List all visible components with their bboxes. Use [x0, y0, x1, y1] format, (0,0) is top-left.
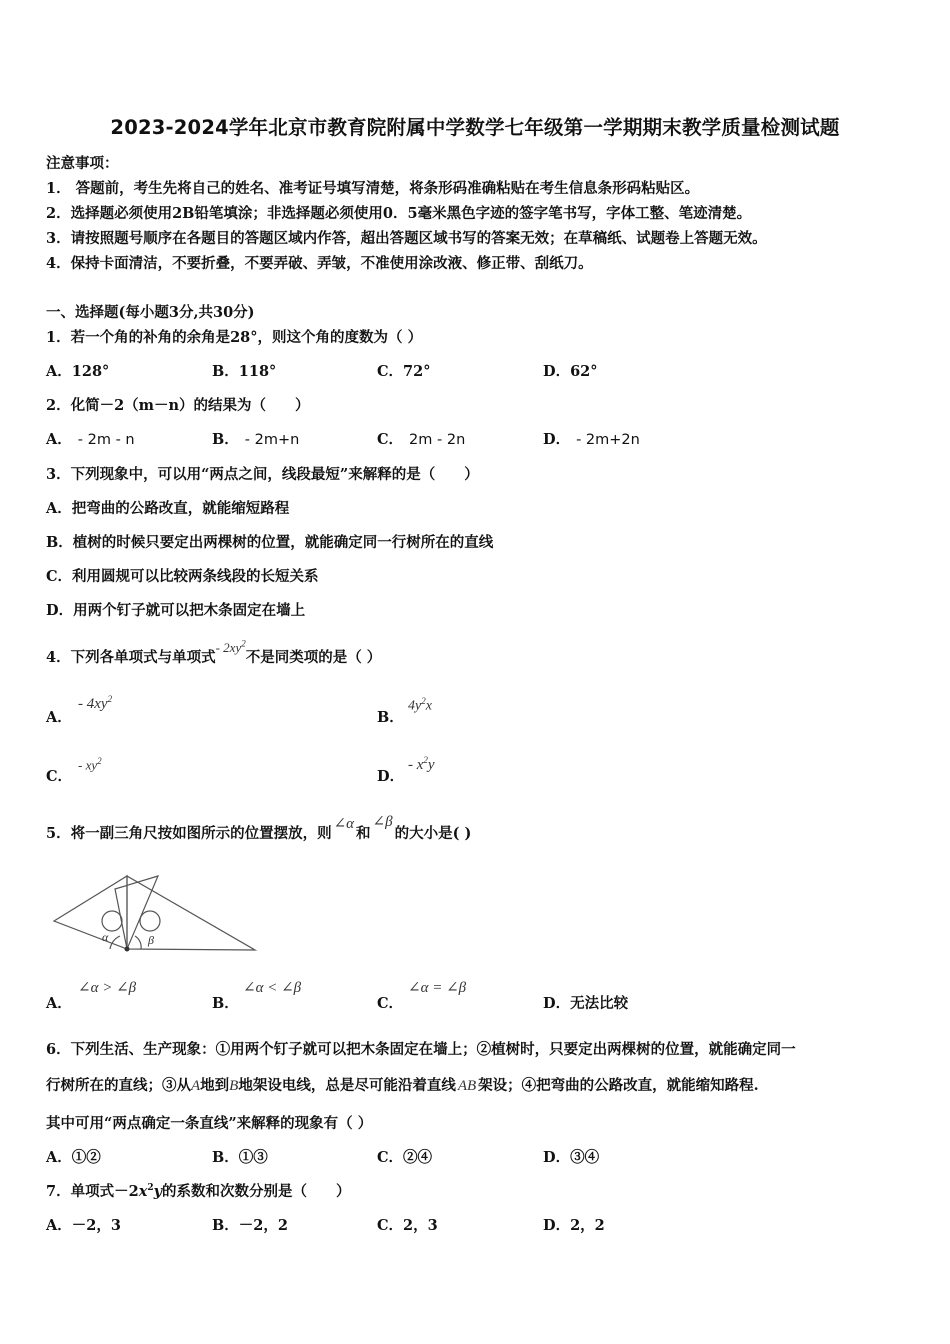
q7-option-a: A．－2，3: [46, 1217, 121, 1234]
q2-option-d: D． - 2m+2n: [543, 431, 640, 448]
question-7-stem: 7．单项式$-2x^2y$的系数和次数分别是（ ）: [46, 1183, 351, 1200]
q5-option-c: C．: [377, 995, 404, 1012]
question-2-stem: 2．化简－2（m－n）的结果为（ ）: [46, 397, 310, 414]
notice-item: 2．选择题必须使用2B铅笔填涂；非选择题必须使用0．5毫米黑色字迹的签字笔书写，字体工整、笔迹清楚。: [46, 205, 752, 222]
angle-arc-beta: [135, 936, 141, 949]
q4-option-b-expr: $4y^2x$: [408, 696, 432, 714]
q1-option-b: B．118°: [212, 363, 277, 380]
q4-option-a-expr: - $4xy^2$: [78, 694, 113, 712]
q3-option-a: A．把弯曲的公路改直，就能缩短路程: [46, 500, 290, 517]
q7-option-b: B．－2，2: [212, 1217, 288, 1234]
q4-option-c-expr: - $xy^2$: [78, 756, 102, 773]
question-3-stem: 3．下列现象中，可以用“两点之间，线段最短”来解释的是（ ）: [46, 466, 479, 483]
triangle-ruler-right: [127, 876, 255, 950]
q6-option-b: B．①③: [212, 1149, 268, 1166]
q4-option-b: B．: [377, 709, 404, 726]
q5-option-b-expr: ∠α < ∠β: [243, 980, 302, 996]
q6-option-d: D．③④: [543, 1149, 600, 1166]
page-title: 2023-2024学年北京市教育院附属中学数学七年级第一学期期末教学质量检测试题: [110, 116, 840, 139]
q5-option-a: A．: [46, 995, 72, 1012]
q2-option-c: C． 2m - 2n: [377, 431, 466, 448]
q5-option-b: B．: [212, 995, 239, 1012]
triangle-rulers-figure: [40, 866, 270, 966]
alpha-label: α: [102, 930, 109, 944]
q3-option-d: D．用两个钉子就可以把木条固定在墙上: [46, 602, 306, 619]
q6-option-c: C．②④: [377, 1149, 433, 1166]
q3-option-c: C．利用圆规可以比较两条线段的长短关系: [46, 568, 319, 585]
angle-circle-right: [140, 911, 160, 931]
vertex-point: [125, 947, 130, 952]
q6-option-a: A．①②: [46, 1149, 101, 1166]
q7-option-d: D．2，2: [543, 1217, 605, 1234]
q4-option-a: A．: [46, 709, 72, 726]
question-1-stem: 1．若一个角的补角的余角是28°，则这个角的度数为（ ）: [46, 329, 423, 346]
notice-item: 3．请按照题号顺序在各题目的答题区域内作答，超出答题区域书写的答案无效；在草稿纸、试题卷上答题无效。: [46, 230, 767, 247]
q7-option-c: C．2，3: [377, 1217, 438, 1234]
q1-option-d: D．62°: [543, 363, 598, 380]
notice-item: 4．保持卡面清洁，不要折叠，不要弄破、弄皱，不准使用涂改液、修正带、刮纸刀。: [46, 255, 593, 272]
q1-option-c: C．72°: [377, 363, 431, 380]
question-6-stem-line1: 6．下列生活、生产现象：①用两个钉子就可以把木条固定在墙上；②植树时，只要定出两棵树的位置，就能确定同一: [46, 1041, 796, 1058]
q1-option-a: A．128°: [46, 363, 110, 380]
q4-option-d: D．: [377, 768, 405, 785]
angle-circle-left: [102, 911, 122, 931]
notice-heading: 注意事项：: [46, 155, 119, 172]
beta-label: β: [148, 933, 154, 947]
q2-option-b: B． - 2m+n: [212, 431, 300, 448]
question-5-stem: 5．将一副三角尺按如图所示的位置摆放，则∠α和∠β的大小是( ): [46, 814, 472, 842]
question-6-stem-line2: 行树所在的直线；③从A地到B地架设电线，总是尽可能沿着直线 AB 架设；④把弯曲的公路改直，就能缩知路程.: [46, 1077, 759, 1094]
q2-option-a: A． - 2m - n: [46, 431, 135, 448]
question-6-stem-line3: 其中可用“两点确定一条直线”来解释的现象有（ ）: [46, 1115, 373, 1132]
q4-option-c: C．: [46, 768, 73, 785]
notice-item: 1． 答题前，考生先将自己的姓名、准考证号填写清楚，将条形码准确粘贴在考生信息条形码粘贴区。: [46, 180, 700, 197]
q4-option-d-expr: - $x^2y$: [408, 755, 435, 773]
section-heading: 一、选择题(每小题3分,共30分): [46, 304, 255, 321]
q3-option-b: B．植树的时候只要定出两棵树的位置，就能确定同一行树所在的直线: [46, 534, 494, 551]
q5-option-c-expr: ∠α = ∠β: [408, 980, 467, 996]
question-4-stem: 4．下列各单项式与单项式- $2xy^2$不是同类项的是（ ）: [46, 638, 382, 666]
q5-option-d: D．无法比较: [543, 995, 629, 1012]
q5-option-a-expr: ∠α > ∠β: [78, 980, 137, 996]
